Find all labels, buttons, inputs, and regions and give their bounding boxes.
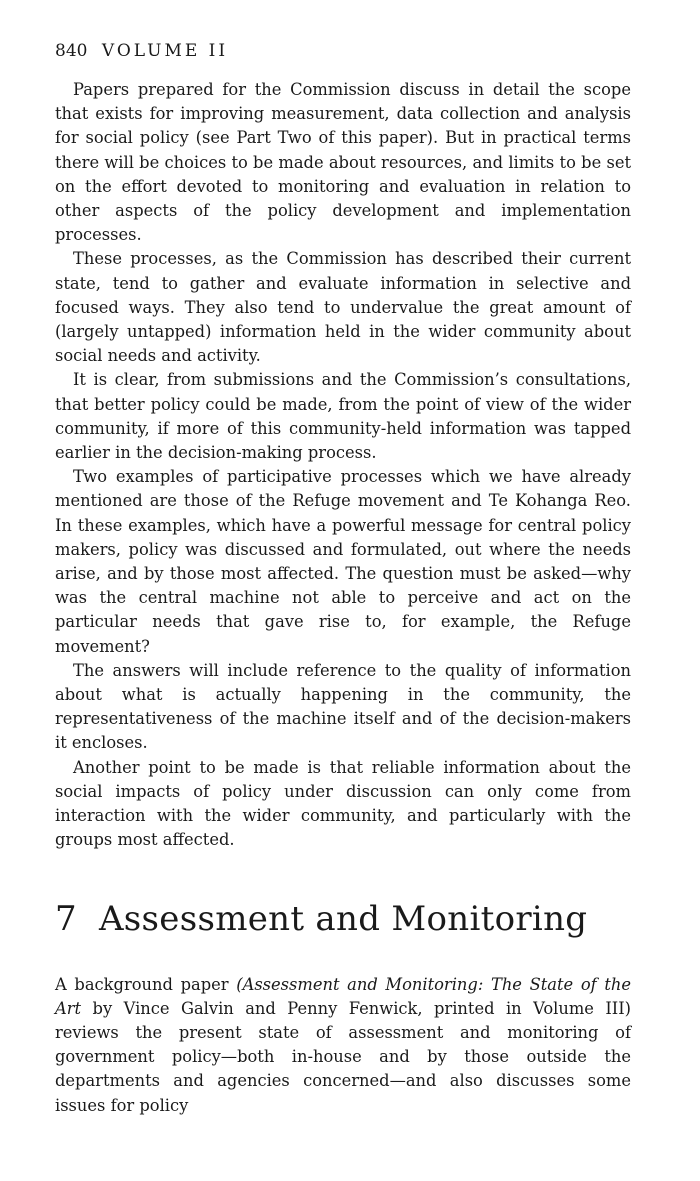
page-number: 840 — [55, 41, 88, 61]
paragraph: Another point to be made is that reliable information about the social impacts of policy under discussion can only come from interaction with the wider community, and particularly with the groups most affected. — [55, 757, 631, 850]
paragraph: The answers will include reference to the quality of information about what is actually happening in the community, the representativeness of the machine itself and of the decision-makers it encloses. — [55, 660, 631, 753]
paper-title-italic: (Assessment and Monitoring: The State of the Art — [55, 974, 631, 1018]
paragraph-intro: A background paper — [55, 974, 237, 994]
paragraph: It is clear, from submissions and the Commission’s consultations, that better policy could be made, from the point of view of the wider community, if more of this community-held information was tapped earlier in the decision-making process. — [55, 370, 631, 463]
section-number: 7 — [55, 898, 77, 939]
page — [55, 40, 631, 1118]
paragraph-rest: by Vince Galvin and Penny Fenwick, printed in Volume III) reviews the present state of assessment and monitoring of government policy—both in-house and by those outside the departments and agencies concerned—and also discusses some issues for policy — [55, 998, 631, 1115]
section-heading — [55, 899, 631, 939]
paragraph: Papers prepared for the Commission discuss in detail the scope that exists for improving measurement, data collection and analysis for social policy (see Part Two of this paper). But in practical terms there will be choices to be made about resources, and limits to be set on the effort devoted to monitoring and evaluation in relation to other aspects of the policy development and implementation processes. — [55, 80, 631, 245]
section-title: Assessment and Monitoring — [98, 898, 588, 939]
volume-label: VOLUME II — [101, 41, 229, 61]
paragraph: These processes, as the Commission has described their current state, tend to gather and evaluate information in selective and focused ways. They also tend to undervalue the great amount of (largely untapped) information held in the wider community about social needs and activity. — [55, 249, 631, 366]
paragraph-background-paper — [55, 973, 631, 1118]
running-head — [55, 40, 631, 62]
paragraph: Two examples of participative processes which we have already mentioned are those of the Refuge movement and Te Kohanga Reo. In these examples, which have a powerful message for central policy makers, policy was discussed and formulated, out where the needs arise, and by those most affected. The question must be asked—why was the central machine not able to perceive and act on the particular needs that gave rise to, for example, the Refuge movement? — [55, 467, 631, 656]
